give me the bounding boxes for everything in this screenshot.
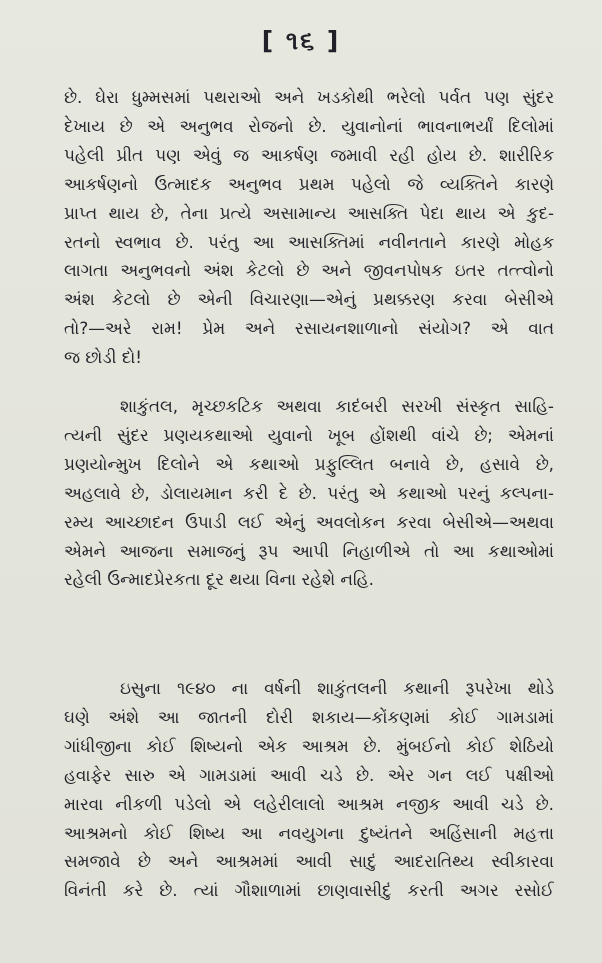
paragraph-1 bbox=[64, 83, 554, 372]
text-line: છે. ઘેરા ધુમ્મસમાં પથરાઓ અને ખડકોથી ભરેલો પર્વત પણ સુંદર bbox=[64, 87, 554, 107]
text-line: સમજાવે છે અને આશ્રમમાં આવી સાદું આદરાતિથ્ય સ્વીકારવા bbox=[64, 851, 554, 872]
text-line: તો?—અરે રામ! પ્રેમ અને રસાયનશાળાનો સંયોગ? એ વાત bbox=[64, 318, 554, 339]
text-line: પહેલી પ્રીત પણ એવું જ આકર્ષણ જમાવી રહી હોય છે. શારીરિક bbox=[64, 144, 554, 165]
text-line: વિનંતી કરે છે. ત્યાં ગૌશાળામાં છાણવાસીદું કરતી અગર રસોઈ bbox=[64, 880, 554, 901]
paragraph-3 bbox=[64, 674, 554, 905]
text-line: એમને આજના સમાજનું રૂપ આપી નિહાળીએ તો આ કથાઓમાં bbox=[64, 540, 554, 561]
text-line: આકર્ષણનો ઉત્માદક અનુભવ પ્રથમ પહેલો જે વ્યક્તિને કારણે bbox=[64, 173, 554, 194]
text-line: ગાંધીજીના કોઈ શિષ્યનો એક આશ્રમ છે. મુંબઈનો કોઈ શેઠિયો bbox=[64, 735, 554, 756]
text-line: અંશ કેટલો છે એની વિચારણા—એનું પ્રથક્કરણ કરવા બેસીએ bbox=[64, 289, 554, 310]
text-line: શાકુંતલ, મૃચ્છકટિક અથવા કાદંબરી સરખી સંસ્કૃત સાહિ- bbox=[120, 396, 554, 416]
text-line: મારવા નીકળી પડેલો એ લહેરીલાલો આશ્રમ નજીક આવી ચડે છે. bbox=[64, 793, 554, 814]
text-line: પ્રણયોન્મુખ દિલોને એ કથાઓ પ્રફુલ્લિત બનાવે છે, હસાવે છે, bbox=[64, 453, 554, 474]
text-line: રતનો સ્વભાવ છે. પરંતુ આ આસક્તિમાં નવીનતાને કારણે મોહક bbox=[64, 231, 554, 252]
page-number: [ ૧૬ ] bbox=[261, 26, 341, 55]
text-line: લાગતા અનુભવનો અંશ કેટલો છે અને જીવનપોષક ઇતર તત્ત્વોનો bbox=[64, 260, 554, 281]
paragraph-2 bbox=[64, 392, 554, 594]
text-line: ઇસુના ૧૯૪૦ ના વર્ષની શાકુંતલની કથાની રૂપરેખા થોડે bbox=[120, 678, 554, 698]
text-line: ત્યની સુંદર પ્રણયકથાઓ યુવાનો ખૂબ હોંશથી વાંચે છે; એમનાં bbox=[64, 424, 554, 445]
text-line: ઘણે અંશે આ જાતની દોરી શકાય—કોંકણમાં કોઈ ગામડામાં bbox=[64, 706, 554, 727]
text-line: જ છોડી દો! bbox=[64, 347, 143, 368]
text-line: અહલાવે છે, ડોલાયમાન કરી દે છે. પરંતુ એ કથાઓ પરનું કલ્પના- bbox=[64, 482, 554, 503]
text-line: રહેલી ઉન્માદપ્રેરકતા દૂર થયા વિના રહેશે નહિ. bbox=[64, 569, 374, 590]
text-line: આશ્રમનો કોઈ શિષ્ય આ નવયુગના દુષ્યંતને અહિંસાની મહત્તા bbox=[64, 822, 554, 843]
text-line: દેખાય છે એ અનુભવ રોજનો છે. યુવાનોનાં ભાવનાભર્યાં દિલોમાં bbox=[64, 115, 554, 136]
text-line: પ્રાપ્ત થાય છે, તેના પ્રત્યે અસામાન્ય આસક્તિ પેદા થાય એ કુદ- bbox=[64, 202, 554, 223]
text-line: હવાફેર સારુ એ ગામડામાં આવી ચડે છે. એર ગન લઈ પક્ષીઓ bbox=[64, 764, 554, 785]
text-line: રમ્ય આચ્છાદન ઉપાડી લઈ એનું અવલોકન કરવા બેસીએ—અથવા bbox=[64, 511, 554, 532]
